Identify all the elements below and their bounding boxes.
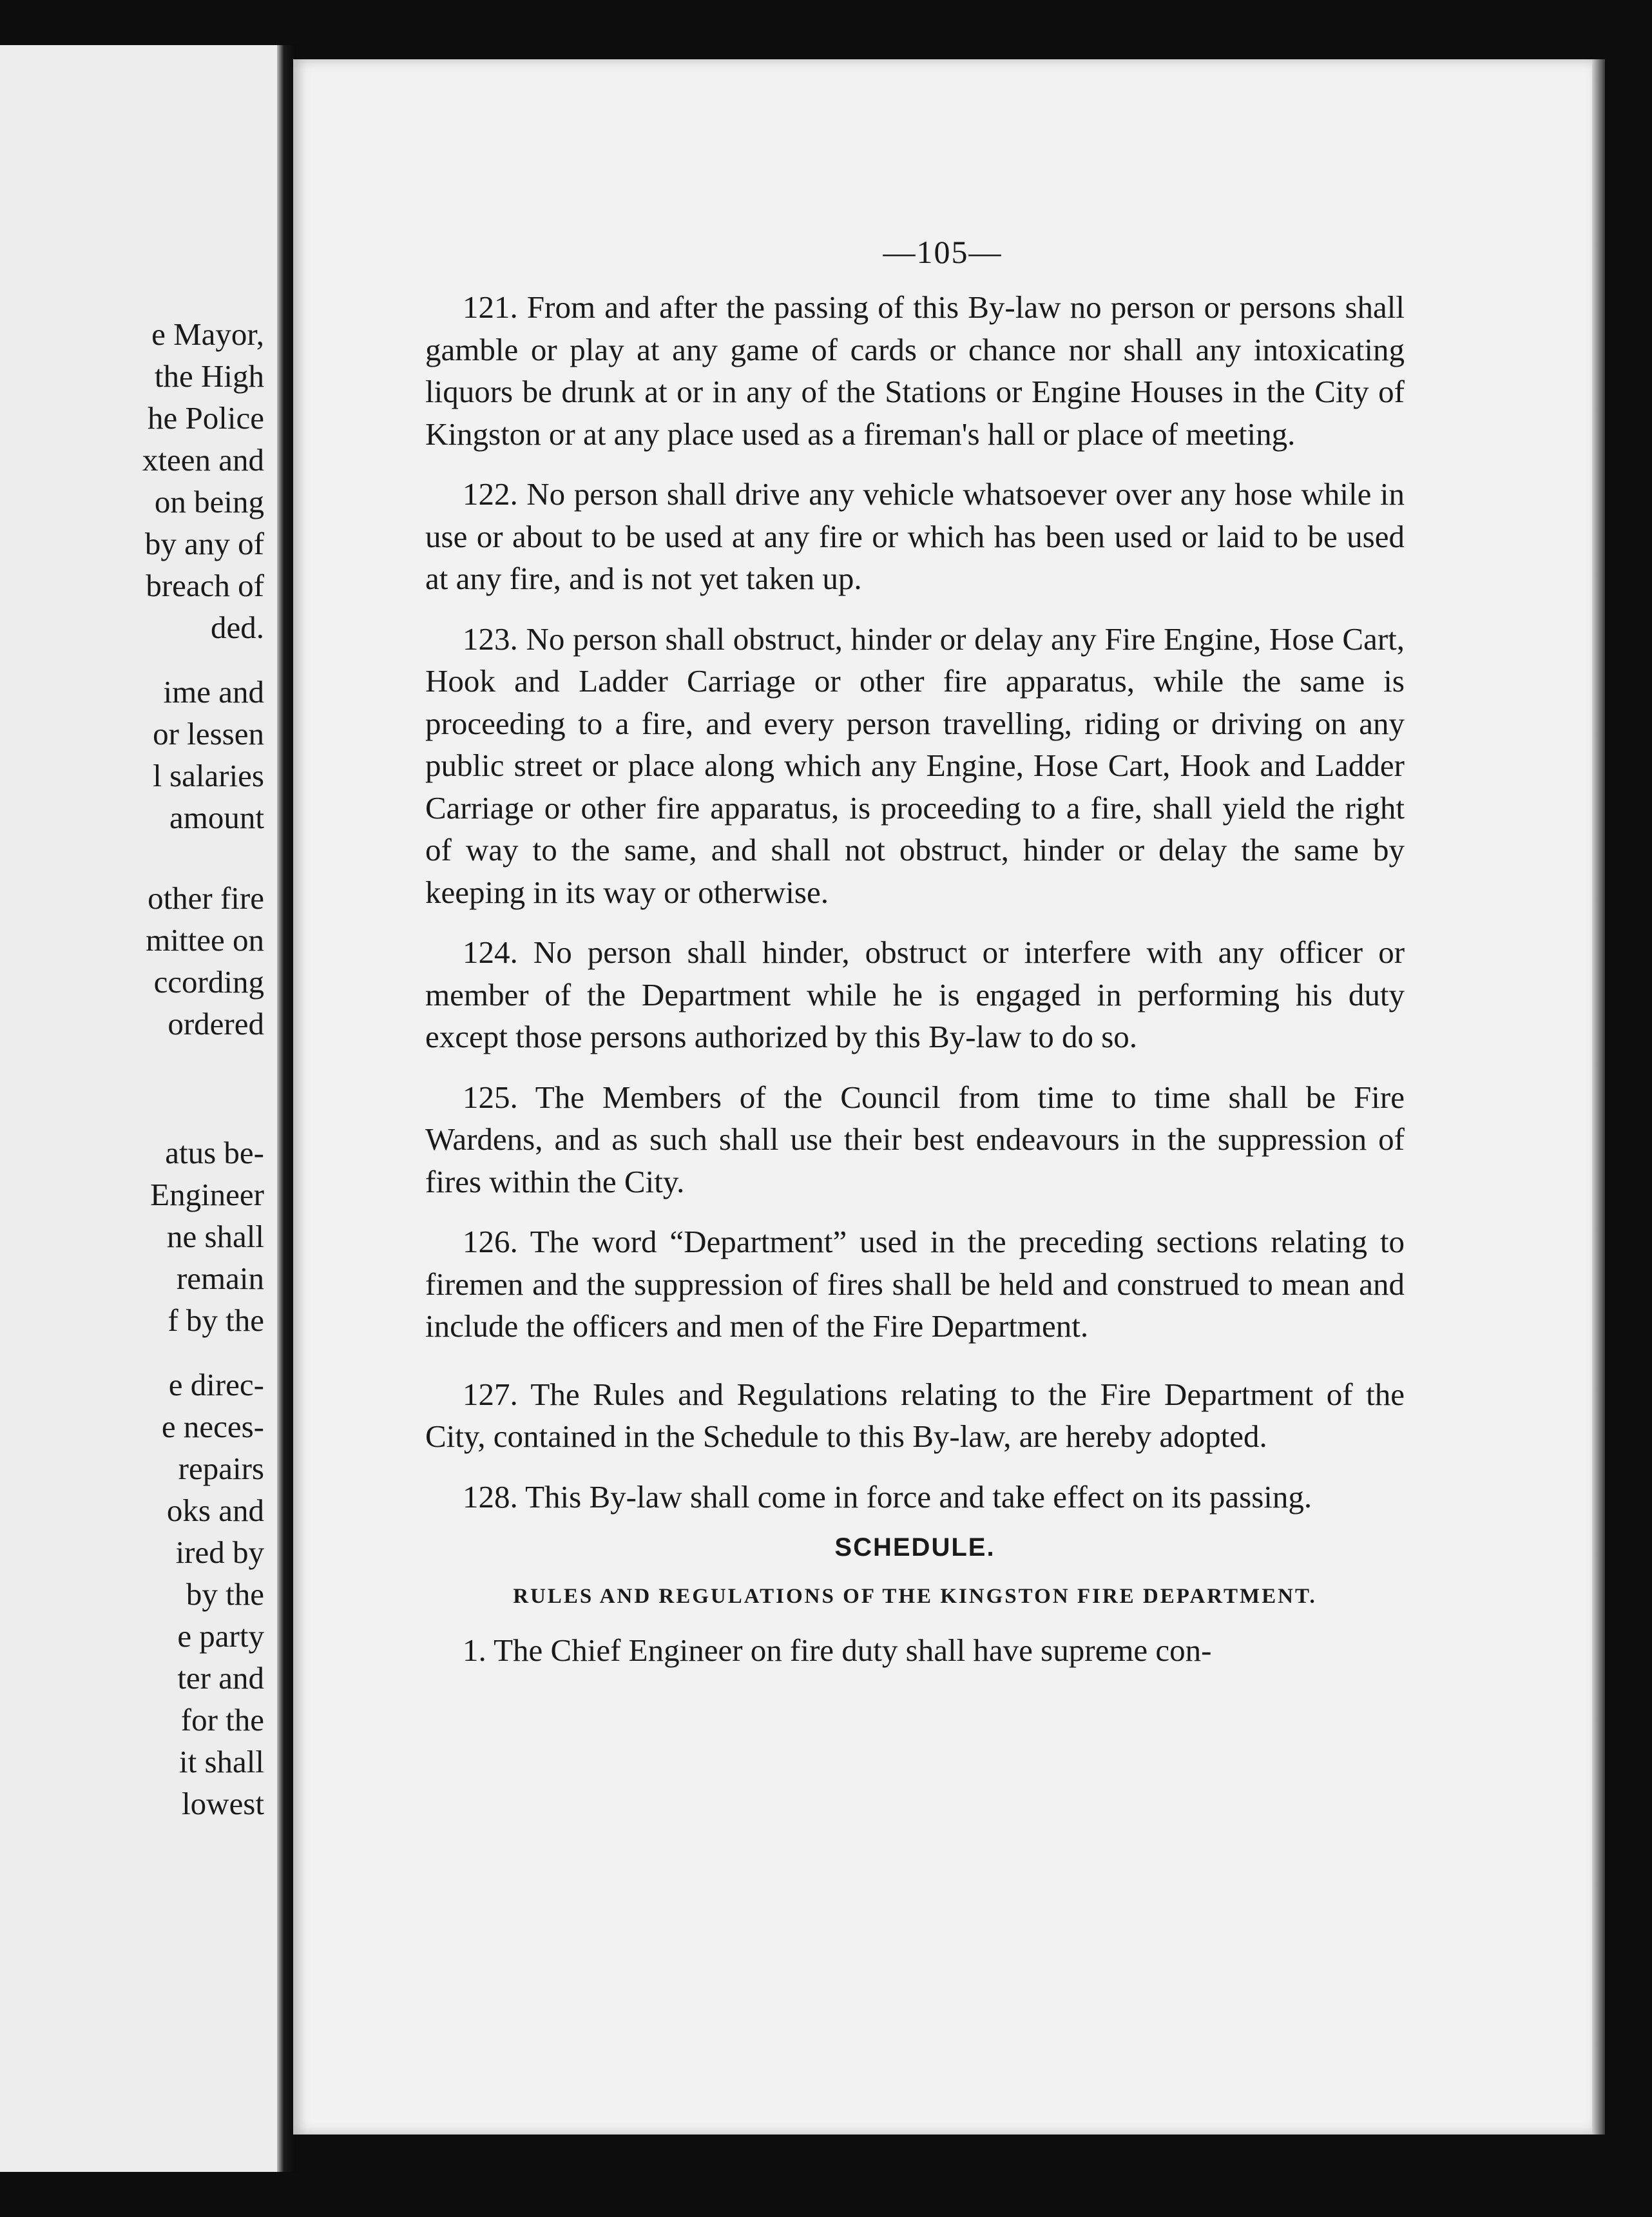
rules-heading: RULES AND REGULATIONS OF THE KINGSTON FIRE DEPARTMENT. [513, 1584, 1317, 1608]
section-text: No person shall hinder, obstruct or interfere with any officer or member of the Department while he is engaged in performing his duty except those persons authorized by this By-law to do so. [425, 934, 1405, 1054]
left-page-line: for the [180, 1702, 264, 1738]
left-page-line: xteen and [142, 442, 264, 478]
left-page-line: l salaries [153, 758, 264, 793]
left-page-line: ter and [177, 1660, 264, 1696]
left-page-line: he Police [148, 400, 264, 436]
left-page-line: f by the [168, 1302, 264, 1338]
left-page-line: or lessen [153, 716, 264, 751]
left-page-line: amount [169, 800, 264, 835]
left-page-line: Engineer [150, 1177, 264, 1212]
left-page-line: breach of [146, 568, 264, 603]
left-page-line: e direc- [168, 1367, 264, 1402]
section-number: 122. [463, 476, 518, 512]
section-text: No person shall obstruct, hinder or delay any Fire Engine, Hose Cart, Hook and Ladder Carriage or other fire apparatus, while the same is proceeding to a fire, and every person travelling, riding or driving on any public street or place along which any Engine, Hose Cart, Hook and Ladder Carriage or other fire apparatus, is proceeding to a fire, shall yield the right of way to the same, and shall not obstruct, hinder or delay the same by keeping in its way or otherwise. [425, 621, 1405, 910]
section-125 [425, 1076, 1405, 1203]
section-124 [425, 931, 1405, 1058]
left-page-line: other fire [148, 880, 264, 916]
page-edge-shadow [1592, 59, 1605, 2135]
section-number: 128. [463, 1478, 518, 1515]
section-number: 127. [463, 1376, 518, 1412]
section-126 [425, 1221, 1405, 1348]
section-text: No person shall drive any vehicle whatsoever over any hose while in use or about to be used at any fire or which has been used or laid to be used at any fire, and is not yet taken up. [425, 476, 1405, 596]
section-text: The Rules and Regulations relating to the Fire Department of the City, contained in the Schedule to this By-law, are hereby adopted. [425, 1376, 1405, 1454]
section-123 [425, 618, 1405, 914]
left-page-line: ired by [175, 1534, 264, 1570]
section-122 [425, 473, 1405, 600]
section-text: This By-law shall come in force and take effect on its passing. [525, 1478, 1312, 1515]
section-number: 121. [463, 289, 518, 325]
rule-1 [425, 1629, 1405, 1672]
section-text: The word “Department” used in the preceding sections relating to firemen and the suppression of fires shall be held and construed to mean and include the officers and men of the Fire Department. [425, 1224, 1405, 1344]
section-number: 123. [463, 621, 518, 657]
page-body [425, 286, 1405, 1672]
left-page-line: oks and [166, 1493, 264, 1528]
page-number: —105— [883, 234, 1003, 270]
section-number: 125. [463, 1079, 518, 1115]
left-page-line: ime and [163, 674, 264, 710]
left-page-line: atus be- [165, 1135, 264, 1170]
left-page-line: e party [177, 1618, 264, 1654]
left-page-line: e Mayor, [151, 316, 264, 352]
section-121 [425, 286, 1405, 455]
section-127 [425, 1373, 1405, 1458]
left-page-line: ordered [168, 1006, 264, 1041]
left-page-line: ne shall [166, 1219, 264, 1254]
left-page-line: ccording [153, 964, 264, 1000]
section-text: From and after the passing of this By-law no person or persons shall gamble or play at any game of cards or chance nor shall any intoxicating liquors be drunk at or in any of the Stations or Engine Houses in the City of Kingston or at any place used as a fireman's hall or place of meeting. [425, 289, 1405, 452]
left-page-line: by any of [144, 526, 264, 561]
section-number: 124. [463, 934, 518, 970]
section-128 [425, 1476, 1405, 1518]
rule-text: The Chief Engineer on fire duty shall have supreme con- [494, 1632, 1212, 1668]
section-number: 126. [463, 1224, 518, 1259]
schedule-heading: SCHEDULE. [834, 1533, 995, 1562]
left-page-line: lowest [182, 1786, 264, 1821]
left-page-fragment [0, 45, 277, 2172]
left-page-line: repairs [178, 1451, 264, 1486]
main-page [293, 59, 1592, 2135]
left-page-lines [0, 45, 277, 2172]
left-page-line: on being [154, 484, 264, 519]
left-page-line: e neces- [161, 1409, 264, 1444]
left-page-line: remain [176, 1261, 264, 1296]
left-page-line: by the [186, 1576, 264, 1612]
left-page-line: the High [154, 358, 264, 394]
section-text: The Members of the Council from time to time shall be Fire Wardens, and as such shall use their best endeavours in the suppression of fires within the City. [425, 1079, 1405, 1199]
left-page-line: it shall [178, 1744, 264, 1779]
left-page-line: ded. [211, 610, 264, 645]
left-page-line: mittee on [146, 922, 264, 958]
rule-number: 1. [463, 1632, 486, 1668]
